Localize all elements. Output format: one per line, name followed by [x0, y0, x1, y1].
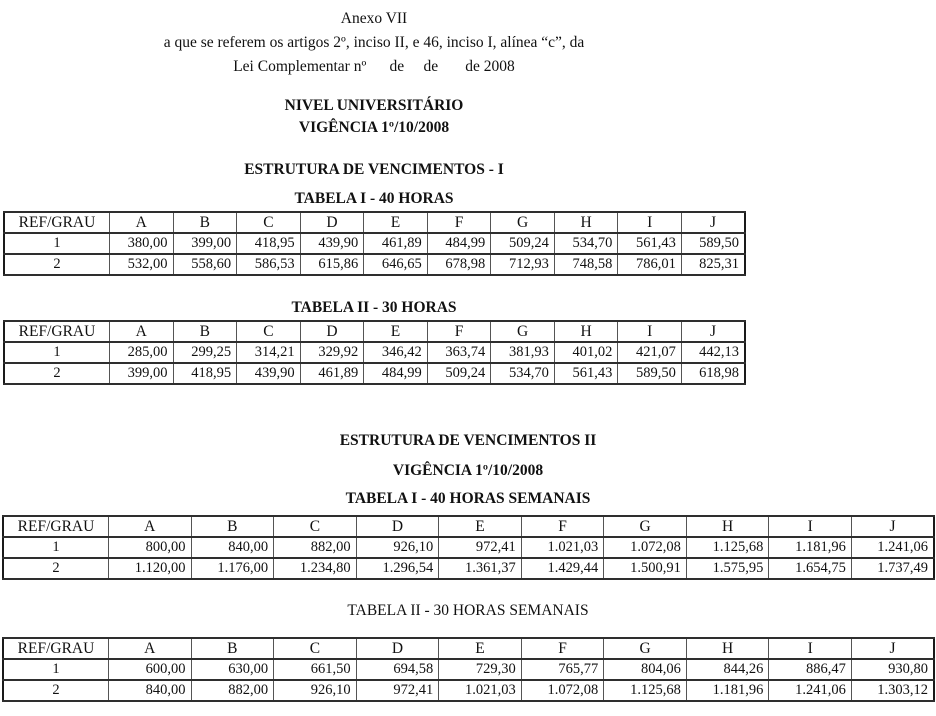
- grade-header-cell: I: [769, 638, 852, 659]
- grade-header-cell: G: [491, 321, 555, 342]
- table-row: [3, 680, 934, 701]
- value-cell: 329,92: [300, 342, 364, 363]
- ref-grau-header-cell: REF/GRAU: [3, 516, 109, 537]
- grade-header-cell: J: [851, 638, 934, 659]
- grade-header-cell: G: [604, 516, 687, 537]
- law-line: Lei Complementar nº de de de 2008: [233, 58, 515, 75]
- value-cell: 804,06: [604, 659, 687, 680]
- value-cell: 661,50: [274, 659, 357, 680]
- grade-header-cell: A: [110, 321, 174, 342]
- value-cell: 421,07: [618, 342, 682, 363]
- grade-header-cell: J: [681, 321, 745, 342]
- annex-title: Anexo VII: [340, 10, 408, 27]
- table1-caption: TABELA I - 40 HORAS: [294, 190, 454, 207]
- grade-header-cell: H: [554, 212, 618, 233]
- value-cell: 586,53: [237, 254, 301, 275]
- value-cell: 1.429,44: [521, 558, 604, 579]
- value-cell: 401,02: [554, 342, 618, 363]
- value-cell: 399,00: [173, 233, 237, 254]
- reference-line: a que se referem os artigos 2º, inciso II, e 46, inciso I, alínea “c”, da: [163, 34, 585, 51]
- value-cell: 461,89: [300, 363, 364, 384]
- grade-header-cell: G: [604, 638, 687, 659]
- grade-header-cell: F: [427, 212, 491, 233]
- ref-grau-header-cell: REF/GRAU: [3, 638, 109, 659]
- value-cell: 926,10: [274, 680, 357, 701]
- table-header-row: [3, 516, 934, 537]
- value-cell: 558,60: [173, 254, 237, 275]
- grade-header-cell: I: [769, 516, 852, 537]
- vigencia-line-1: VIGÊNCIA 1º/10/2008: [298, 119, 450, 136]
- value-cell: 1.125,68: [604, 680, 687, 701]
- value-cell: 800,00: [109, 537, 192, 558]
- value-cell: 729,30: [439, 659, 522, 680]
- value-cell: 825,31: [681, 254, 745, 275]
- grade-header-cell: F: [521, 516, 604, 537]
- value-cell: 1.737,49: [851, 558, 934, 579]
- value-cell: 561,43: [618, 233, 682, 254]
- grade-header-cell: D: [300, 321, 364, 342]
- value-cell: 646,65: [364, 254, 428, 275]
- table-30-horas: [3, 320, 746, 385]
- value-cell: 509,24: [491, 233, 555, 254]
- level-title: NIVEL UNIVERSITÁRIO: [284, 97, 464, 114]
- grade-header-cell: C: [274, 516, 357, 537]
- table3-caption: TABELA I - 40 HORAS SEMANAIS: [345, 490, 591, 507]
- vigencia-line-2: VIGÊNCIA 1º/10/2008: [392, 462, 544, 479]
- value-cell: 1.296,54: [356, 558, 439, 579]
- grade-header-cell: B: [191, 516, 274, 537]
- value-cell: 840,00: [191, 537, 274, 558]
- value-cell: 1.654,75: [769, 558, 852, 579]
- value-cell: 786,01: [618, 254, 682, 275]
- value-cell: 630,00: [191, 659, 274, 680]
- value-cell: 712,93: [491, 254, 555, 275]
- value-cell: 1.021,03: [439, 680, 522, 701]
- grade-header-cell: J: [851, 516, 934, 537]
- value-cell: 1.120,00: [109, 558, 192, 579]
- table-row: [4, 363, 745, 384]
- value-cell: 1.176,00: [191, 558, 274, 579]
- value-cell: 439,90: [300, 233, 364, 254]
- value-cell: 1.181,96: [769, 537, 852, 558]
- value-cell: 299,25: [173, 342, 237, 363]
- ref-cell: 2: [4, 363, 110, 384]
- value-cell: 1.234,80: [274, 558, 357, 579]
- ref-grau-header-cell: REF/GRAU: [4, 212, 110, 233]
- section1-title: ESTRUTURA DE VENCIMENTOS - I: [244, 161, 504, 178]
- value-cell: 678,98: [427, 254, 491, 275]
- value-cell: 694,58: [356, 659, 439, 680]
- ref-grau-header-cell: REF/GRAU: [4, 321, 110, 342]
- table-30-horas-semanais: [2, 637, 935, 702]
- ref-cell: 1: [4, 342, 110, 363]
- value-cell: 418,95: [237, 233, 301, 254]
- value-cell: 1.125,68: [686, 537, 769, 558]
- ref-cell: 2: [3, 680, 109, 701]
- grade-header-cell: B: [173, 321, 237, 342]
- table-row: [4, 254, 745, 275]
- table-40-horas-semanais: [2, 515, 935, 580]
- value-cell: 1.072,08: [604, 537, 687, 558]
- value-cell: 461,89: [364, 233, 428, 254]
- value-cell: 534,70: [554, 233, 618, 254]
- value-cell: 615,86: [300, 254, 364, 275]
- ref-cell: 1: [3, 537, 109, 558]
- table-row: [4, 233, 745, 254]
- value-cell: 618,98: [681, 363, 745, 384]
- table-row: [3, 558, 934, 579]
- value-cell: 561,43: [554, 363, 618, 384]
- value-cell: 882,00: [274, 537, 357, 558]
- grade-header-cell: E: [364, 321, 428, 342]
- value-cell: 972,41: [439, 537, 522, 558]
- grade-header-cell: D: [356, 516, 439, 537]
- value-cell: 589,50: [618, 363, 682, 384]
- value-cell: 1.303,12: [851, 680, 934, 701]
- value-cell: 380,00: [110, 233, 174, 254]
- value-cell: 285,00: [110, 342, 174, 363]
- value-cell: 509,24: [427, 363, 491, 384]
- section2-header: [0, 430, 936, 508]
- grade-header-cell: A: [109, 516, 192, 537]
- section2-title: ESTRUTURA DE VENCIMENTOS II: [339, 432, 597, 449]
- value-cell: 972,41: [356, 680, 439, 701]
- value-cell: 1.241,06: [769, 680, 852, 701]
- value-cell: 844,26: [686, 659, 769, 680]
- grade-header-cell: I: [618, 321, 682, 342]
- grade-header-cell: D: [356, 638, 439, 659]
- value-cell: 1.575,95: [686, 558, 769, 579]
- value-cell: 314,21: [237, 342, 301, 363]
- grade-header-cell: H: [686, 516, 769, 537]
- value-cell: 532,00: [110, 254, 174, 275]
- value-cell: 346,42: [364, 342, 428, 363]
- value-cell: 1.361,37: [439, 558, 522, 579]
- grade-header-cell: C: [237, 321, 301, 342]
- value-cell: 1.021,03: [521, 537, 604, 558]
- ref-cell: 1: [3, 659, 109, 680]
- grade-header-cell: F: [521, 638, 604, 659]
- value-cell: 886,47: [769, 659, 852, 680]
- value-cell: 1.500,91: [604, 558, 687, 579]
- value-cell: 1.072,08: [521, 680, 604, 701]
- value-cell: 399,00: [110, 363, 174, 384]
- document-header: [0, 7, 748, 209]
- table-header-row: [4, 321, 745, 342]
- value-cell: 589,50: [681, 233, 745, 254]
- value-cell: 381,93: [491, 342, 555, 363]
- grade-header-cell: C: [237, 212, 301, 233]
- value-cell: 484,99: [427, 233, 491, 254]
- value-cell: 418,95: [173, 363, 237, 384]
- grade-header-cell: A: [109, 638, 192, 659]
- grade-header-cell: I: [618, 212, 682, 233]
- table-header-row: [4, 212, 745, 233]
- table-row: [3, 537, 934, 558]
- table4-caption: TABELA II - 30 HORAS SEMANAIS: [347, 602, 589, 619]
- table2-caption: TABELA II - 30 HORAS: [291, 299, 457, 316]
- value-cell: 484,99: [364, 363, 428, 384]
- table-row: [4, 342, 745, 363]
- value-cell: 439,90: [237, 363, 301, 384]
- value-cell: 930,80: [851, 659, 934, 680]
- grade-header-cell: F: [427, 321, 491, 342]
- table-40-horas: [3, 211, 746, 276]
- value-cell: 600,00: [109, 659, 192, 680]
- value-cell: 1.181,96: [686, 680, 769, 701]
- grade-header-cell: C: [274, 638, 357, 659]
- grade-header-cell: J: [681, 212, 745, 233]
- grade-header-cell: B: [191, 638, 274, 659]
- ref-cell: 2: [3, 558, 109, 579]
- grade-header-cell: D: [300, 212, 364, 233]
- value-cell: 534,70: [491, 363, 555, 384]
- grade-header-cell: E: [364, 212, 428, 233]
- ref-cell: 2: [4, 254, 110, 275]
- grade-header-cell: E: [439, 638, 522, 659]
- grade-header-cell: E: [439, 516, 522, 537]
- table-row: [3, 659, 934, 680]
- value-cell: 882,00: [191, 680, 274, 701]
- value-cell: 442,13: [681, 342, 745, 363]
- table-header-row: [3, 638, 934, 659]
- grade-header-cell: H: [686, 638, 769, 659]
- ref-cell: 1: [4, 233, 110, 254]
- value-cell: 363,74: [427, 342, 491, 363]
- grade-header-cell: G: [491, 212, 555, 233]
- value-cell: 748,58: [554, 254, 618, 275]
- grade-header-cell: B: [173, 212, 237, 233]
- value-cell: 1.241,06: [851, 537, 934, 558]
- grade-header-cell: H: [554, 321, 618, 342]
- value-cell: 926,10: [356, 537, 439, 558]
- grade-header-cell: A: [110, 212, 174, 233]
- value-cell: 840,00: [109, 680, 192, 701]
- value-cell: 765,77: [521, 659, 604, 680]
